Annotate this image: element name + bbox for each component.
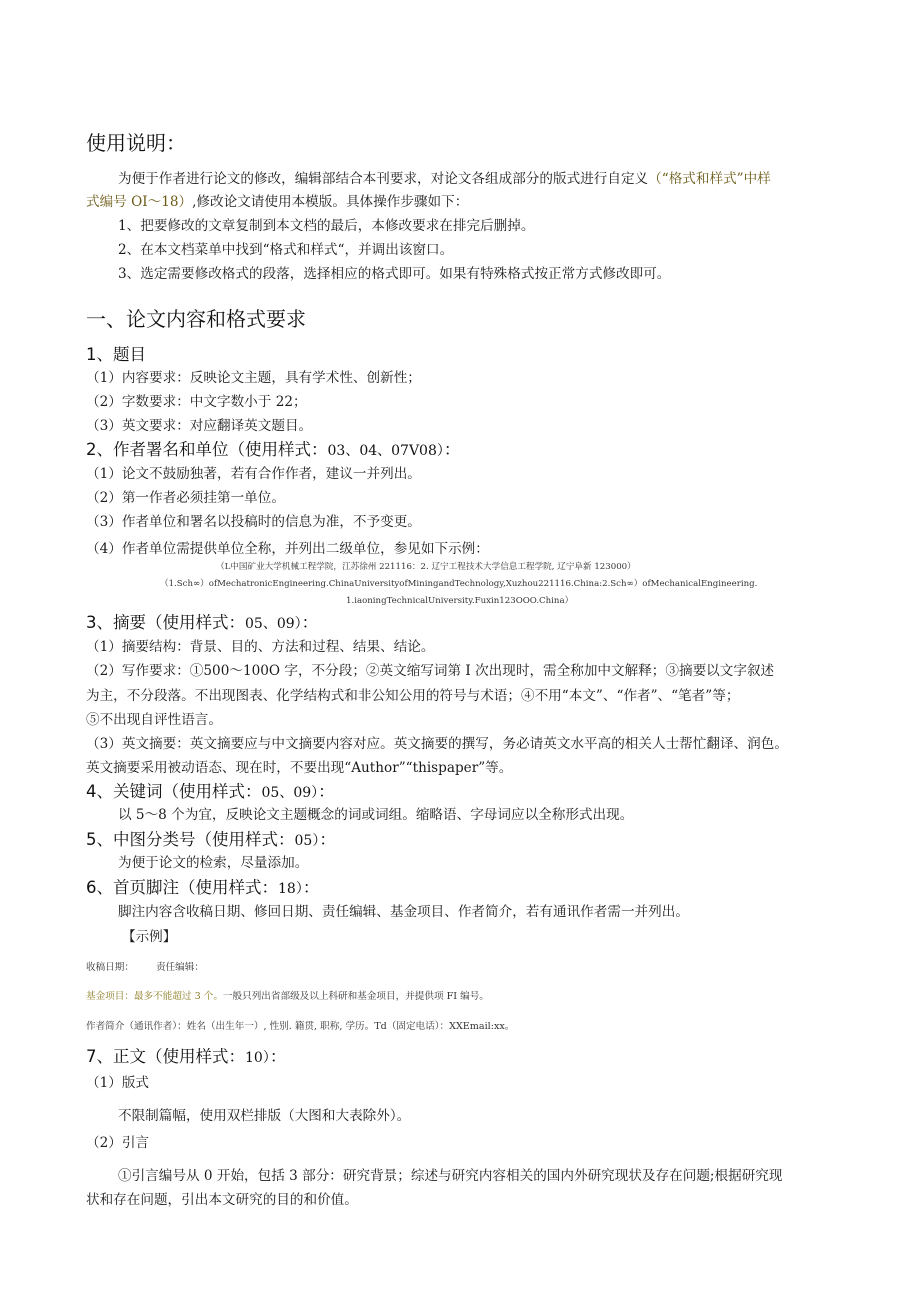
usage-intro-highlight-1: （“格式和样式”中样 <box>648 171 771 187</box>
s2-item-3: （3）作者单位和署名以投稿时的信息为准，不予变更。 <box>86 514 421 530</box>
s5-heading-end: ： <box>319 830 336 849</box>
s4-heading-end: ： <box>318 782 335 801</box>
s3-item-3-line-2: 英文摘要采用被动语态、现在时，不要出现“Author”“thispaper”等。 <box>86 760 513 776</box>
usage-intro-tail: ,修改论文请使用本模版。具体操作步骤如下： <box>192 194 469 210</box>
s6-text: 脚注内容含收稿日期、修回日期、责任编辑、基金项目、作者简介，若有通讯作者需一并列出。 <box>118 904 689 920</box>
s1-item-3: （3）英文要求：对应翻译英文题目。 <box>86 418 313 434</box>
s2-item-4: （4）作者单位需提供单位全称，并列出二级单位，参见如下示例： <box>86 541 489 557</box>
s2-heading-end: ： <box>443 440 461 459</box>
s4-heading-main: 4、关键词（使用样式： <box>86 782 262 801</box>
s7-sub1: （1）版式 <box>86 1075 150 1091</box>
s3-item-2-line-1: （2）写作要求：①500～100O 字，不分段；②英文缩写词第 I 次出现时，需全称加中文解释；③摘要以文字叙述 <box>86 663 775 679</box>
s6-heading <box>86 874 319 898</box>
s3-heading-style: 05、09） <box>245 616 302 632</box>
s5-heading <box>86 826 336 850</box>
fn-fund-line <box>86 988 489 1002</box>
s2-heading-main: 2、作者署名和单位（使用样式： <box>86 440 328 459</box>
s6-heading-main: 6、首页脚注（使用样式： <box>86 878 278 897</box>
s7-heading <box>86 1043 286 1067</box>
s6-example-label: 【示例】 <box>122 929 177 945</box>
s3-heading <box>86 609 318 633</box>
s1-heading: 1、题目 <box>86 345 146 364</box>
s3-heading-main: 3、摘要（使用样式： <box>86 613 245 632</box>
s7-sub2-text-1: ①引言编号从 0 开始，包括 3 部分：研究背景；综述与研究内容相关的国内外研究现状及存在问题;根据研究现 <box>118 1168 783 1184</box>
s4-heading-style: 05、09） <box>261 785 319 801</box>
s2-example-line-3: 1.iaoningTechnicalUniversity.Fuxin123OOO.China） <box>346 596 574 606</box>
s3-item-2-line-2: 为主，不分段落。不出现图表、化学结构式和非公知公用的符号与术语；④不用“本文”、“作者”、“笔者”等； <box>86 688 740 704</box>
usage-intro-line-2 <box>86 190 468 210</box>
s7-sub1-text: 不限制篇幅，使用双栏排版（大图和大表除外）。 <box>118 1108 411 1124</box>
usage-intro-lead: 为便于作者进行论文的修改，编辑部结合本刊要求，对论文各组成部分的版式进行自定义 <box>118 171 649 187</box>
s7-heading-main: 7、正文（使用样式： <box>86 1047 245 1066</box>
s6-heading-style: 18） <box>278 881 303 897</box>
s2-item-1: （1）论文不鼓励独著，若有合作作者，建议一并列出。 <box>86 466 421 482</box>
usage-intro-highlight-2: 式编号 OI～18） <box>86 194 193 210</box>
fn-fund-b: 一般只列出省部级及以上科研和基金项目，并提供项 FI 编号。 <box>222 991 489 1002</box>
usage-intro-line-1 <box>118 167 771 187</box>
s1-item-2: （2）字数要求：中文字数小于 22； <box>86 394 307 410</box>
fn-editor: 责任编辑： <box>155 962 204 973</box>
s7-heading-end: ： <box>269 1047 287 1066</box>
fn-fund-a: 基金项目：最多不能超过 3 个。 <box>86 991 223 1002</box>
s3-item-3-line-1: （3）英文摘要：英文摘要应与中文摘要内容对应。英文摘要的撰写，务必请英文水平高的相关人士帮忙翻译、润色。 <box>86 736 788 752</box>
fn-received: 收稿日期： <box>86 962 134 973</box>
usage-step-2: 2、在本文档菜单中找到“格式和样式“，并调出该窗口。 <box>118 242 454 258</box>
s4-text: 以 5～8 个为宜，反映论文主题概念的词或词组。缩略语、字母词应以全称形式出现。 <box>118 807 634 823</box>
s2-heading-style: 03、04、07V08） <box>327 443 444 459</box>
fn-author: 作者简介（通讯作者）：姓名（出生年一）, 性别. 籍贯, 职称, 学历。Td（固定电话）：XXEmail:xx。 <box>86 1021 515 1032</box>
s2-heading <box>86 436 460 460</box>
usage-title: 使用说明： <box>86 131 186 155</box>
s7-sub2-text-2: 状和存在问题，引出本文研究的目的和价值。 <box>86 1192 358 1208</box>
s4-heading <box>86 778 335 802</box>
s3-item-2-line-3: ⑤不出现自评性语言。 <box>86 712 222 728</box>
s5-text: 为便于论文的检索，尽量添加。 <box>118 855 309 871</box>
usage-step-1: 1、把要修改的文章复制到本文档的最后，本修改要求在排完后删掉。 <box>118 218 535 234</box>
s3-heading-end: ： <box>301 613 319 632</box>
section-heading: 一、论文内容和格式要求 <box>86 307 306 331</box>
s5-heading-main: 5、中图分类号（使用样式： <box>86 830 295 849</box>
s7-sub2: （2）引言 <box>86 1135 150 1151</box>
s2-item-2: （2）第一作者必须挂第一单位。 <box>86 490 285 506</box>
usage-step-3: 3、选定需要修改格式的段落，选择相应的格式即可。如果有特殊格式按正常方式修改即可。 <box>118 266 671 282</box>
s3-item-1: （1）摘要结构：背景、目的、方法和过程、结果、结论。 <box>86 639 435 655</box>
fn-received-line <box>86 959 204 973</box>
s2-example-line-1: （L中国矿业大学机械工程学院，江苏徐州 221116：2. 辽宁工程技术大学信息工程学院, 辽宁阜新 123000） <box>216 562 636 572</box>
s7-heading-style: 10） <box>245 1050 270 1066</box>
s2-example-line-2: （1.Sch∞）ofMechatronicEngineering.ChinaUniversityofMiningandTechnology,Xuzhou221116.China:2.Sch∞）ofMechanicalEngineering. <box>160 579 758 589</box>
s6-heading-end: ： <box>302 878 320 897</box>
s5-heading-style: 05） <box>294 833 320 849</box>
s1-item-1: （1）内容要求：反映论文主题，具有学术性、创新性； <box>86 370 421 386</box>
